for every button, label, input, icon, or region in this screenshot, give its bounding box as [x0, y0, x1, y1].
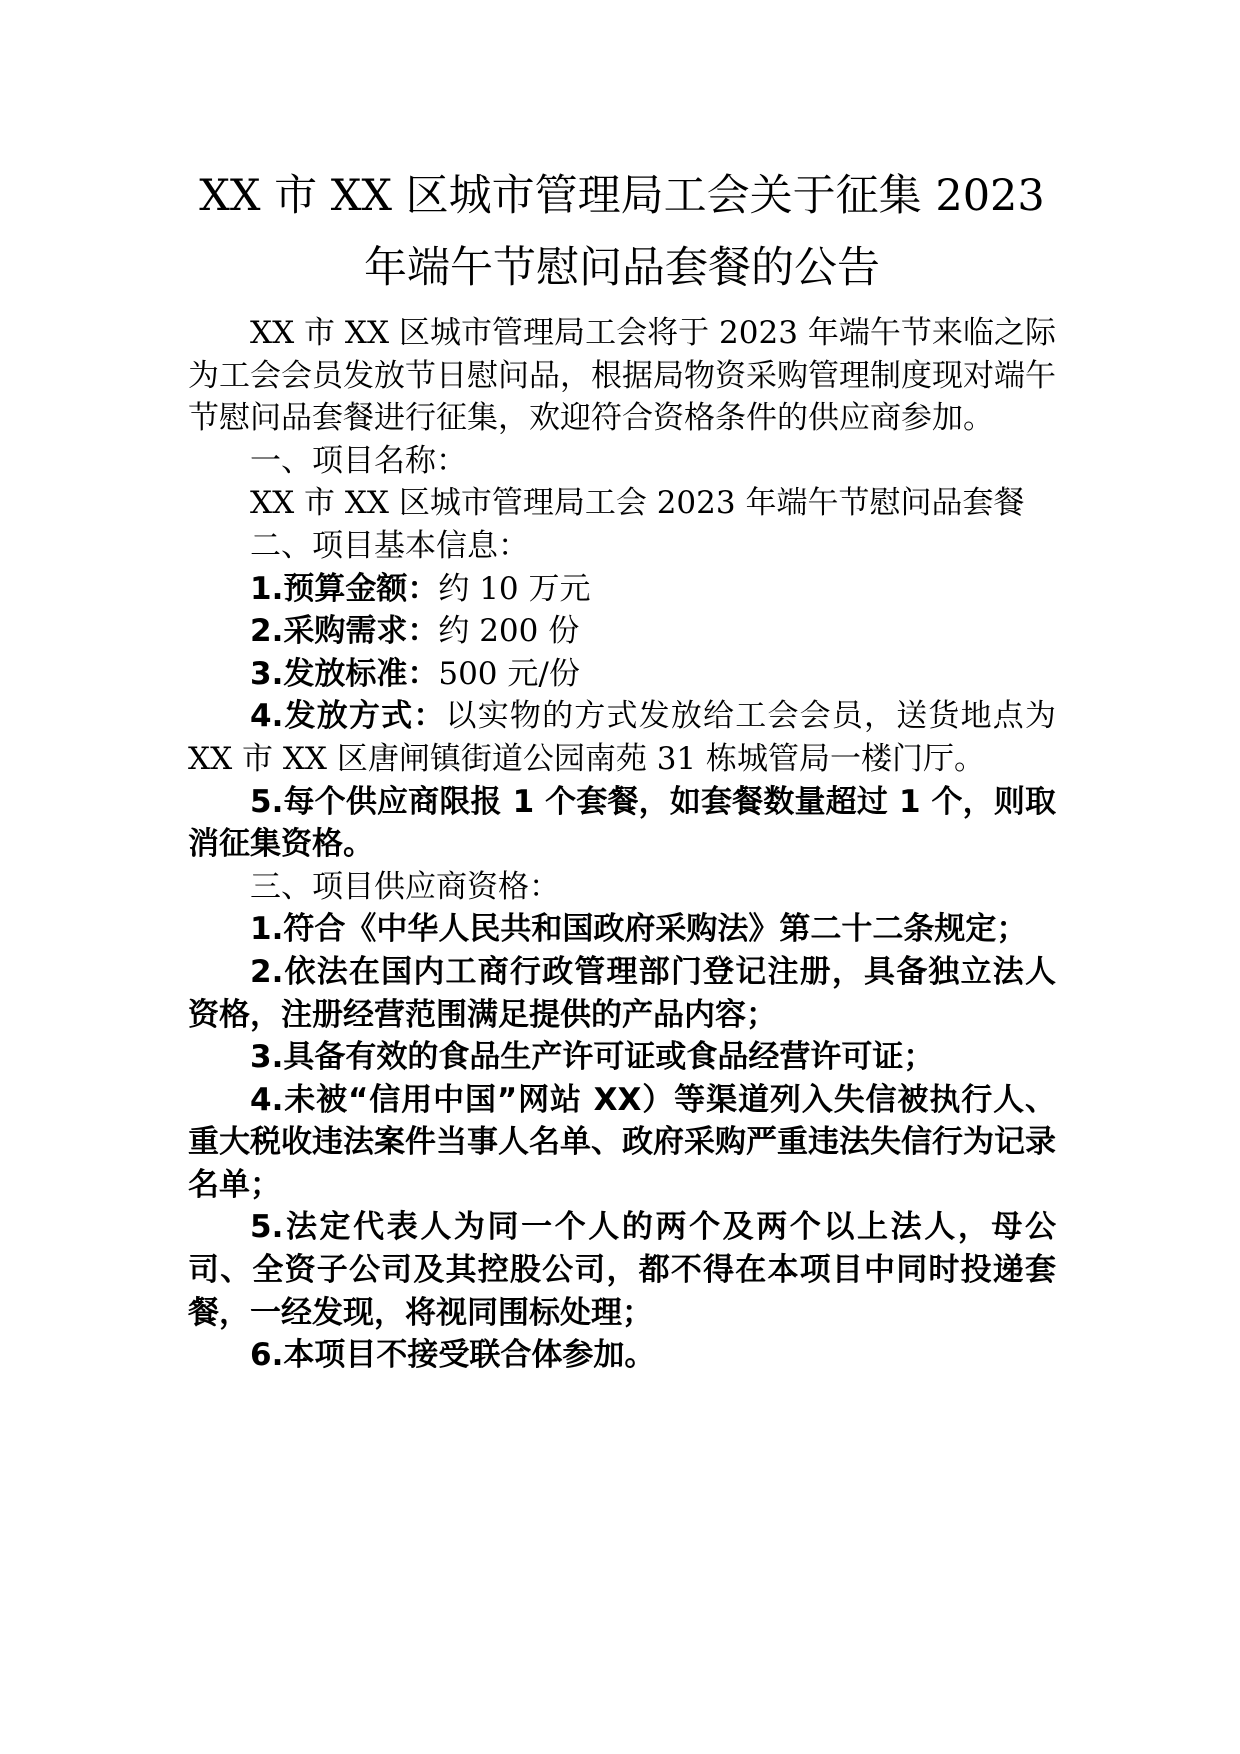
- project-name: XX 市 XX 区城市管理局工会 2023 年端午节慰问品套餐: [250, 485, 1025, 522]
- info-label: 1.预算金额：: [250, 570, 439, 607]
- info-value: 500 元/份: [438, 655, 580, 692]
- qualification-item: 5.法定代表人为同一个人的两个及两个以上法人，母公司、全资子公司及其控股公司，都不得在本项目中同时投递套餐，一经发现，将视同围标处理；: [188, 1209, 1056, 1331]
- info-value: 以实物的方式发放给工会会员，送货地点为 XX 市 XX 区唐闸镇街道公园南苑 31 栋城管局一楼门厅。: [188, 698, 1056, 777]
- intro-paragraph: XX 市 XX 区城市管理局工会将于 2023 年端午节来临之际为工会会员发放节日慰问品，根据局物资采购管理制度现对端午节慰问品套餐进行征集，欢迎符合资格条件的供应商参加。: [188, 315, 1056, 437]
- info-label: 3.发放标准：: [250, 655, 439, 692]
- info-value: 约 10 万元: [438, 570, 591, 607]
- qualification-item: 3.具备有效的食品生产许可证或食品经营许可证；: [250, 1039, 935, 1076]
- qualification-item: 2.依法在国内工商行政管理部门登记注册，具备独立法人资格，注册经营范围满足提供的产品内容；: [188, 953, 1056, 1033]
- title-line-2: 年端午节慰问品套餐的公告: [364, 243, 880, 293]
- info-label: 2.采购需求：: [250, 613, 439, 650]
- qualification-item: 4.未被“信用中国”网站 XX）等渠道列入失信被执行人、重大税收违法案件当事人名单、政府采购严重违法失信行为记录名单；: [188, 1081, 1056, 1203]
- document-body: [188, 312, 1056, 1377]
- document-page: [188, 160, 1056, 1377]
- section-1-heading: 一、项目名称：: [250, 442, 467, 479]
- info-item-demand: [188, 610, 1056, 653]
- qualification-item: 6.本项目不接受联合体参加。: [250, 1337, 656, 1374]
- info-item-method: [188, 695, 1056, 780]
- document-title: [188, 160, 1056, 304]
- title-line-1: XX 市 XX 区城市管理局工会关于征集 2023: [199, 171, 1045, 221]
- info-item-budget: [188, 568, 1056, 611]
- info-item-limit: 5.每个供应商限报 1 个套餐，如套餐数量超过 1 个，则取消征集资格。: [188, 783, 1056, 863]
- section-2-heading: 二、项目基本信息：: [250, 527, 529, 564]
- info-label: 4.发放方式：: [250, 698, 446, 735]
- info-item-standard: [188, 653, 1056, 696]
- info-value: 约 200 份: [438, 613, 580, 650]
- section-3-heading: 三、项目供应商资格：: [250, 868, 560, 905]
- qualification-item: 1.符合《中华人民共和国政府采购法》第二十二条规定；: [250, 911, 1028, 948]
